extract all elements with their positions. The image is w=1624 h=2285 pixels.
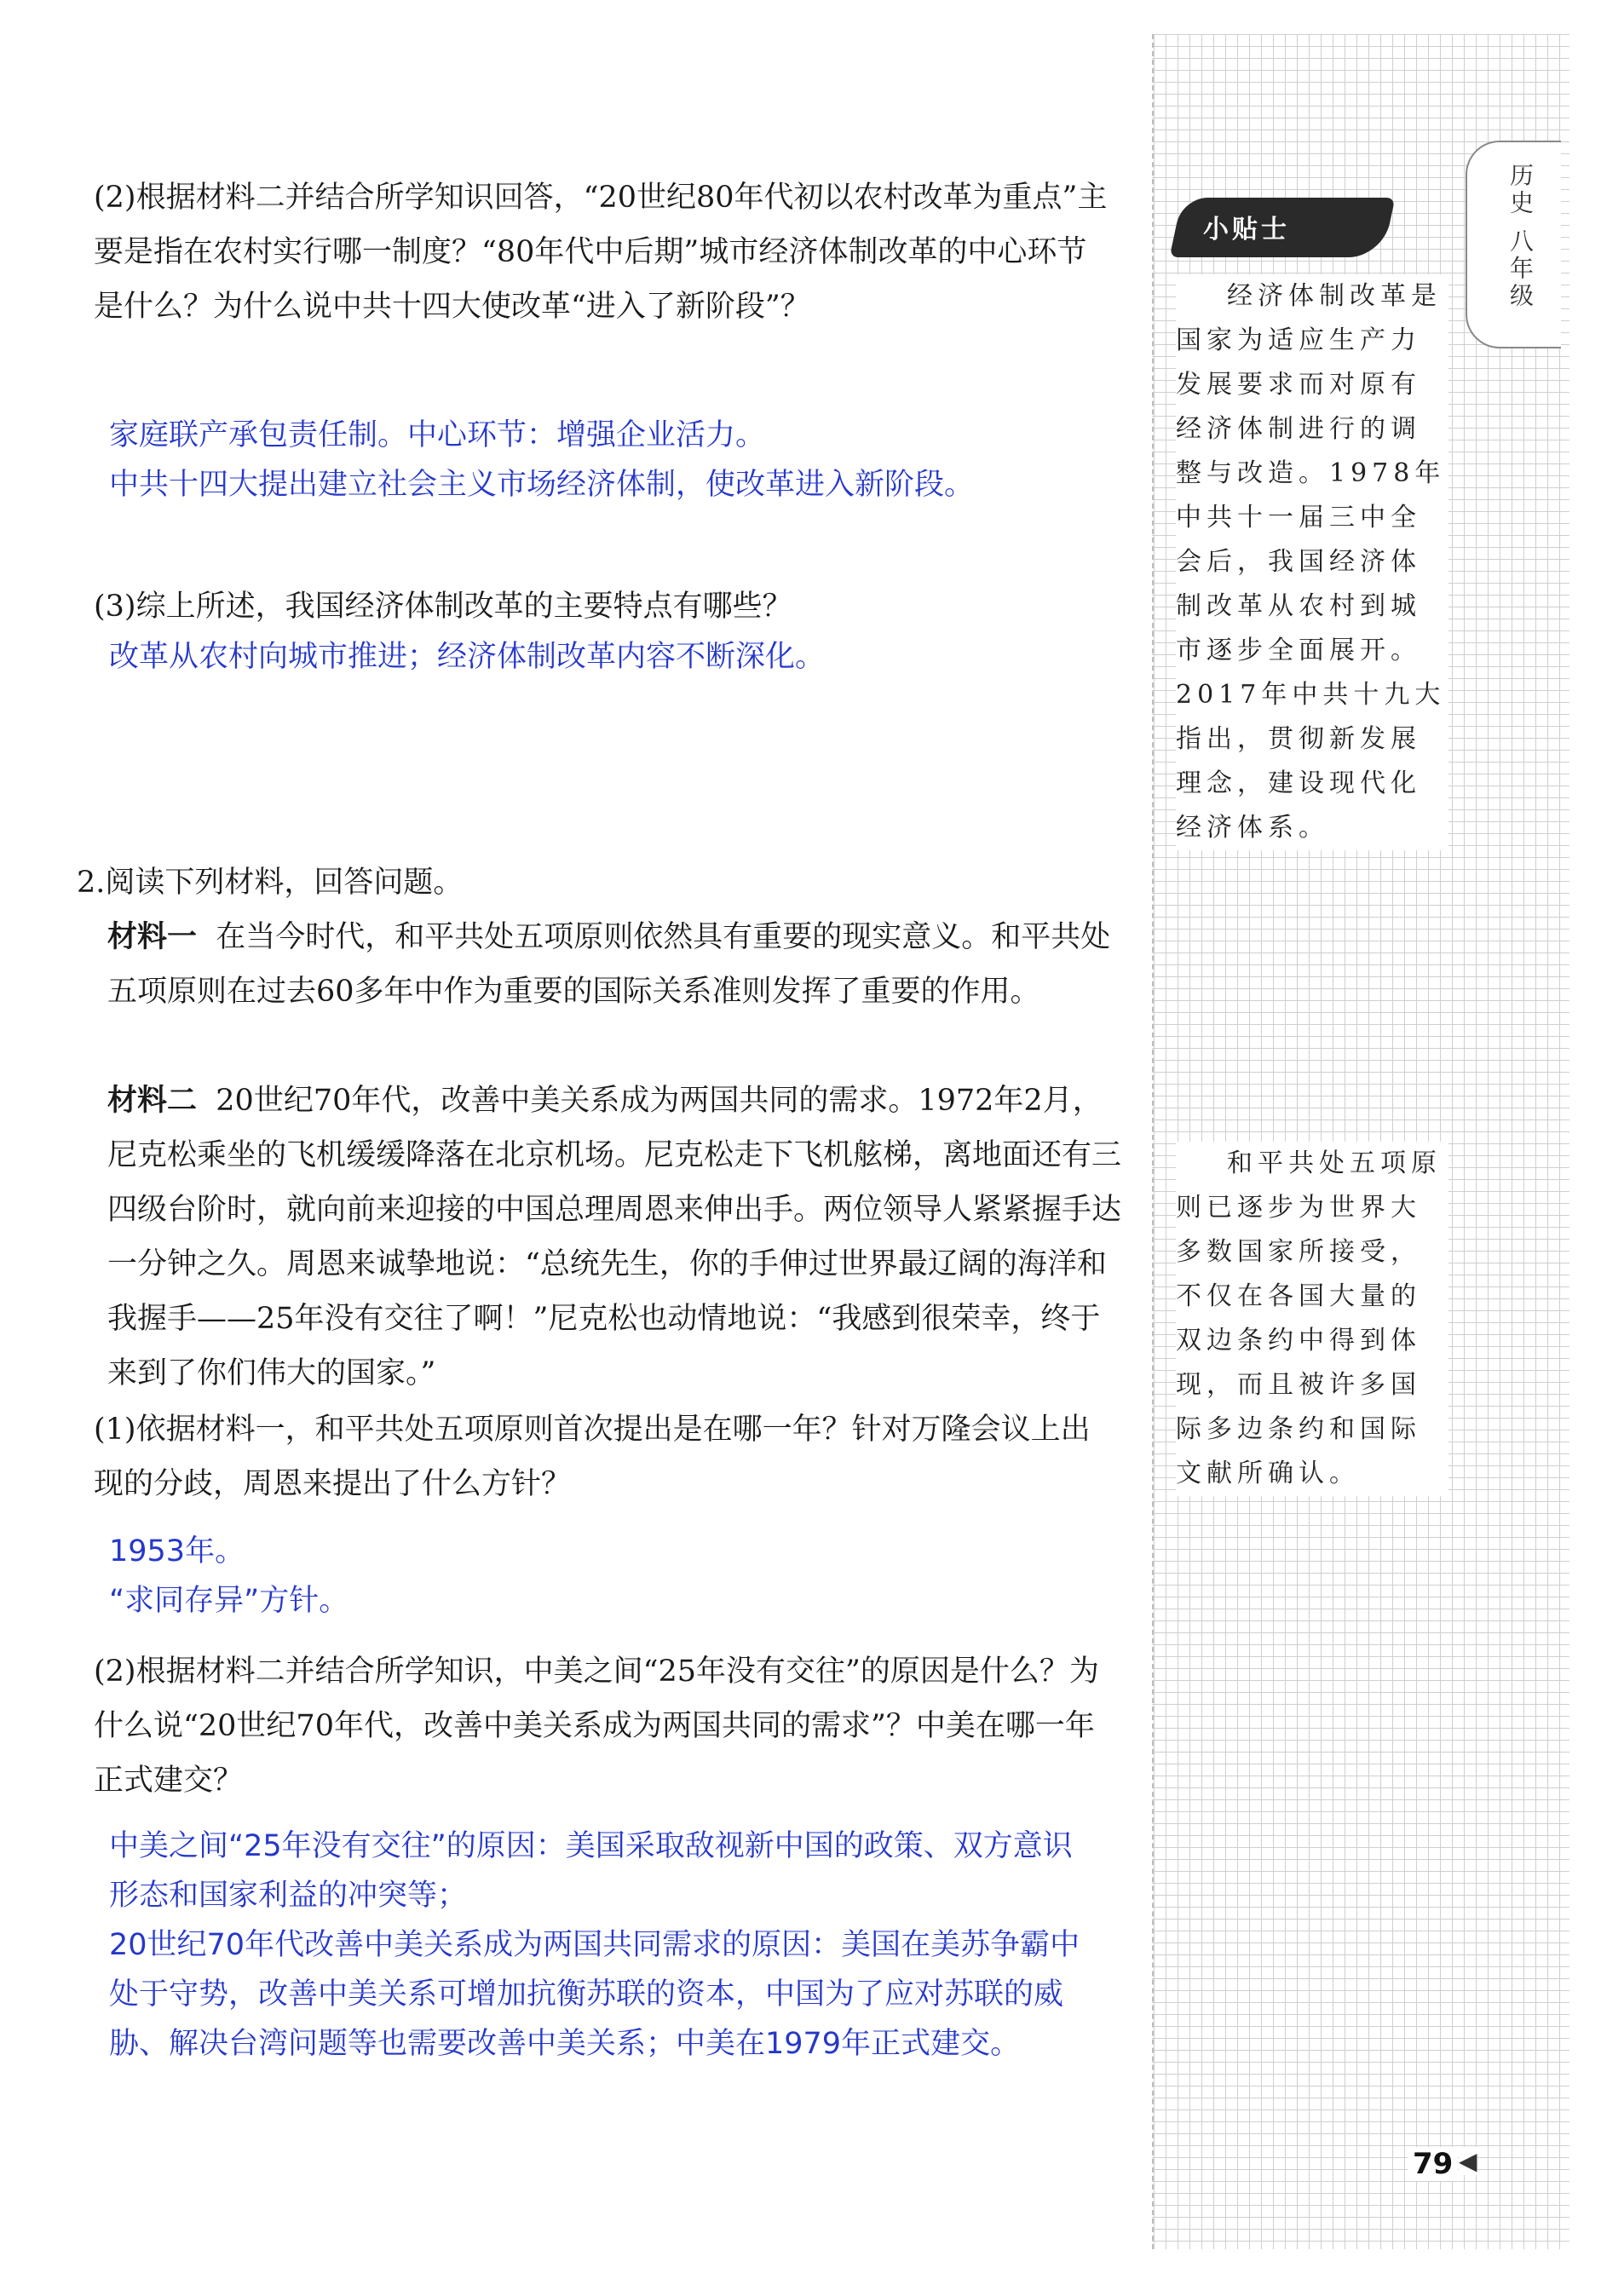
material-1-text: 在当今时代，和平共处五项原则依然具有重要的现实意义。和平共处五项原则在过去60多年中作为重要的国际关系准则发挥了重要的作用。 <box>107 920 1111 1009</box>
subject-tab <box>1466 141 1561 348</box>
page-number: 79 <box>1408 2147 1458 2181</box>
tips-badge-label: 小贴士 <box>1203 215 1290 245</box>
material-2-label: 材料二 <box>107 1084 198 1118</box>
q2-part2-answer-1: 中美之间“25年没有交往”的原因：美国采取敌视新中国的政策、双方意识形态和国家利益的冲突等； <box>109 1829 1073 1913</box>
q1-part2-question: (2)根据材料二并结合所学知识回答，“20世纪80年代初以农村改革为重点”主要是指在农村实行哪一制度？“80年代中后期”城市经济体制改革的中心环节是什么？为什么说中共十四大使改革“进入了新阶段”？ <box>94 181 1108 324</box>
q2-part1-answer-1: 1953年。 <box>109 1534 245 1568</box>
q2-title: 2.阅读下列材料，回答问题。 <box>77 866 464 900</box>
q2-part1-question: (1)依据材料一，和平共处五项原则首次提出是在哪一年？针对万隆会议上出现的分歧，周恩来提出了什么方针？ <box>94 1413 1091 1501</box>
q1-part2-answer-1: 家庭联产承包责任制。中心环节：增强企业活力。 <box>109 418 766 452</box>
material-1-label: 材料一 <box>107 920 198 954</box>
q2-part2-question: (2)根据材料二并结合所学知识，中美之间“25年没有交往”的原因是什么？为什么说“20世纪70年代，改善中美关系成为两国共同的需求”？中美在哪一年正式建交？ <box>94 1655 1099 1798</box>
q1-part3-answer: 改革从农村向城市推进；经济体制改革内容不断深化。 <box>109 640 826 674</box>
subject-tab-label: 历史 八年级 <box>1506 163 1535 310</box>
arrow-left-icon: ◀ <box>1459 2147 1477 2175</box>
q1-part2-answer-2: 中共十四大提出建立社会主义市场经济体制，使改革进入新阶段。 <box>109 468 975 502</box>
q2-material-2 <box>94 1073 1130 1401</box>
q2-part2-answer-2: 20世纪70年代改善中美关系成为两国共同需求的原因：美国在美苏争霸中处于守势，改善中美关系可增加抗衡苏联的资本，中国为了应对苏联的威胁、解决台湾问题等也需要改善中美关系；中美在1979年正式建交。 <box>109 1928 1080 2061</box>
q2-part1-answer-2: “求同存异”方针。 <box>109 1584 349 1618</box>
q1-part3-question: (3)综上所述，我国经济体制改革的主要特点有哪些？ <box>94 590 792 624</box>
material-2-text: 20世纪70年代，改善中美关系成为两国共同的需求。1972年2月，尼克松乘坐的飞机缓缓降落在北京机场。尼克松走下飞机舷梯，离地面还有三四级台阶时，就向前来迎接的中国总理周恩来伸出手。两位领导人紧紧握手达一分钟之久。周恩来诚挚地说：“总统先生，你的手伸过世界最辽阔的海洋和我握手——25年没有交往了啊！”尼克松也动情地说：“我感到很荣幸，终于来到了你们伟大的国家。” <box>107 1084 1122 1390</box>
tip-economic-reform: 经济体制改革是国家为适应生产力发展要求而对原有经济体制进行的调整与改造。1978年中共十一届三中全会后，我国经济体制改革从农村到城市逐步全面展开。2017年中共十九大指出，贯彻新发展理念，建设现代化经济体系。 <box>1176 274 1448 850</box>
q2-material-1 <box>94 910 1130 1019</box>
tip-five-principles: 和平共处五项原则已逐步为世界大多数国家所接受，不仅在各国大量的双边条约中得到体现，而且被许多国际多边条约和国际文献所确认。 <box>1176 1142 1448 1496</box>
